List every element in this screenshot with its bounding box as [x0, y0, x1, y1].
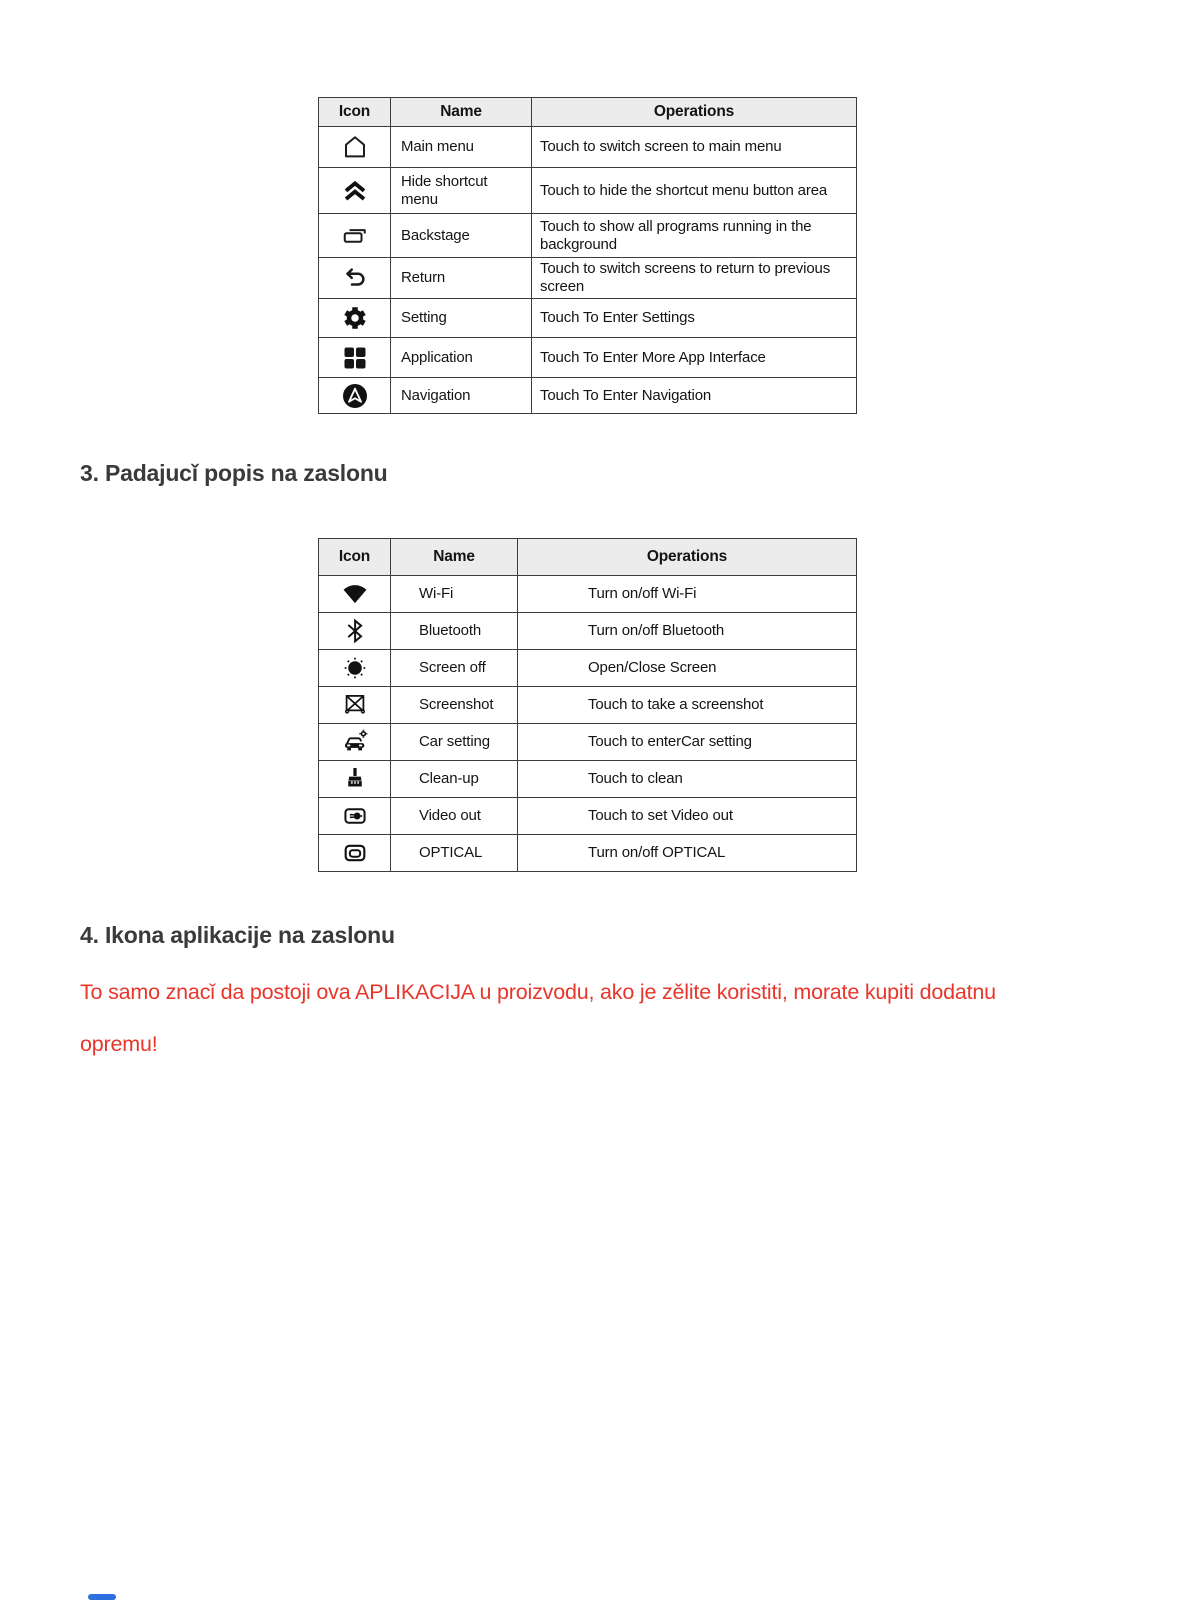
gear-icon — [319, 299, 391, 338]
operations-cell: Open/Close Screen — [518, 650, 857, 687]
table-row — [319, 798, 857, 835]
operations-cell: Touch to set Video out — [518, 798, 857, 835]
table-row — [319, 835, 857, 872]
icon-name-cell: Backstage — [391, 214, 532, 258]
column-header-operations: Operations — [518, 539, 857, 576]
table-row — [319, 214, 857, 258]
sun-icon — [319, 650, 391, 687]
dropdown-list-table — [318, 538, 857, 872]
operations-cell: Touch to show all programs running in the background — [532, 214, 857, 258]
icon-name-cell: Navigation — [391, 378, 532, 414]
operations-cell: Touch To Enter Navigation — [532, 378, 857, 414]
table-row — [319, 576, 857, 613]
icon-name-cell: Screen off — [391, 650, 518, 687]
operations-cell: Touch to switch screen to main menu — [532, 127, 857, 168]
home-icon — [319, 127, 391, 168]
column-header-name: Name — [391, 98, 532, 127]
table-row — [319, 687, 857, 724]
column-header-name: Name — [391, 539, 518, 576]
icon-name-cell: OPTICAL — [391, 835, 518, 872]
section-heading-4: 4. Ikona aplikacije na zaslonu — [80, 922, 395, 948]
table-row — [319, 338, 857, 378]
operations-cell: Turn on/off Bluetooth — [518, 613, 857, 650]
icon-name-cell: Application — [391, 338, 532, 378]
icon-name-cell: Setting — [391, 299, 532, 338]
navigation-icon — [319, 378, 391, 414]
video-out-icon — [319, 798, 391, 835]
table-row — [319, 761, 857, 798]
icon-name-cell: Main menu — [391, 127, 532, 168]
icon-name-cell: Car setting — [391, 724, 518, 761]
section-heading-3: 3. Padajucǐ popis na zaslonu — [80, 460, 388, 486]
return-arrow-icon — [319, 258, 391, 299]
operations-cell: Touch to hide the shortcut menu button area — [532, 168, 857, 214]
page-edge-fragment — [88, 1594, 116, 1600]
operations-cell: Touch To Enter Settings — [532, 299, 857, 338]
table-row — [319, 127, 857, 168]
icon-name-cell: Video out — [391, 798, 518, 835]
table-row — [319, 650, 857, 687]
icon-name-cell: Return — [391, 258, 532, 299]
column-header-operations: Operations — [532, 98, 857, 127]
operations-cell: Touch to clean — [518, 761, 857, 798]
table-row — [319, 258, 857, 299]
accessory-warning-note: To samo znacǐ da postoji ova APLIKACIJA u proizvodu, ako je zělite koristiti, morate kupiti dodatnu opremu! — [80, 980, 996, 1056]
optical-icon — [319, 835, 391, 872]
column-header-icon: Icon — [319, 539, 391, 576]
operations-cell: Touch to take a screenshot — [518, 687, 857, 724]
table-row — [319, 168, 857, 214]
backstage-icon — [319, 214, 391, 258]
operations-cell: Touch to enterCar setting — [518, 724, 857, 761]
column-header-icon: Icon — [319, 98, 391, 127]
operations-cell: Turn on/off Wi-Fi — [518, 576, 857, 613]
table-header-row — [319, 98, 857, 127]
app-grid-icon — [319, 338, 391, 378]
table-row — [319, 299, 857, 338]
icon-name-cell: Screenshot — [391, 687, 518, 724]
wifi-icon — [319, 576, 391, 613]
icon-name-cell: Clean-up — [391, 761, 518, 798]
table-row — [319, 613, 857, 650]
shortcut-buttons-table — [318, 97, 857, 414]
car-setting-icon — [319, 724, 391, 761]
table-header-row — [319, 539, 857, 576]
operations-cell: Touch to switch screens to return to previous screen — [532, 258, 857, 299]
bluetooth-icon — [319, 613, 391, 650]
brush-icon — [319, 761, 391, 798]
operations-cell: Turn on/off OPTICAL — [518, 835, 857, 872]
icon-name-cell: Bluetooth — [391, 613, 518, 650]
operations-cell: Touch To Enter More App Interface — [532, 338, 857, 378]
screenshot-icon — [319, 687, 391, 724]
icon-name-cell: Wi-Fi — [391, 576, 518, 613]
table-row — [319, 724, 857, 761]
icon-name-cell: Hide shortcut menu — [391, 168, 532, 214]
chevron-double-up-icon — [319, 168, 391, 214]
table-row — [319, 378, 857, 414]
